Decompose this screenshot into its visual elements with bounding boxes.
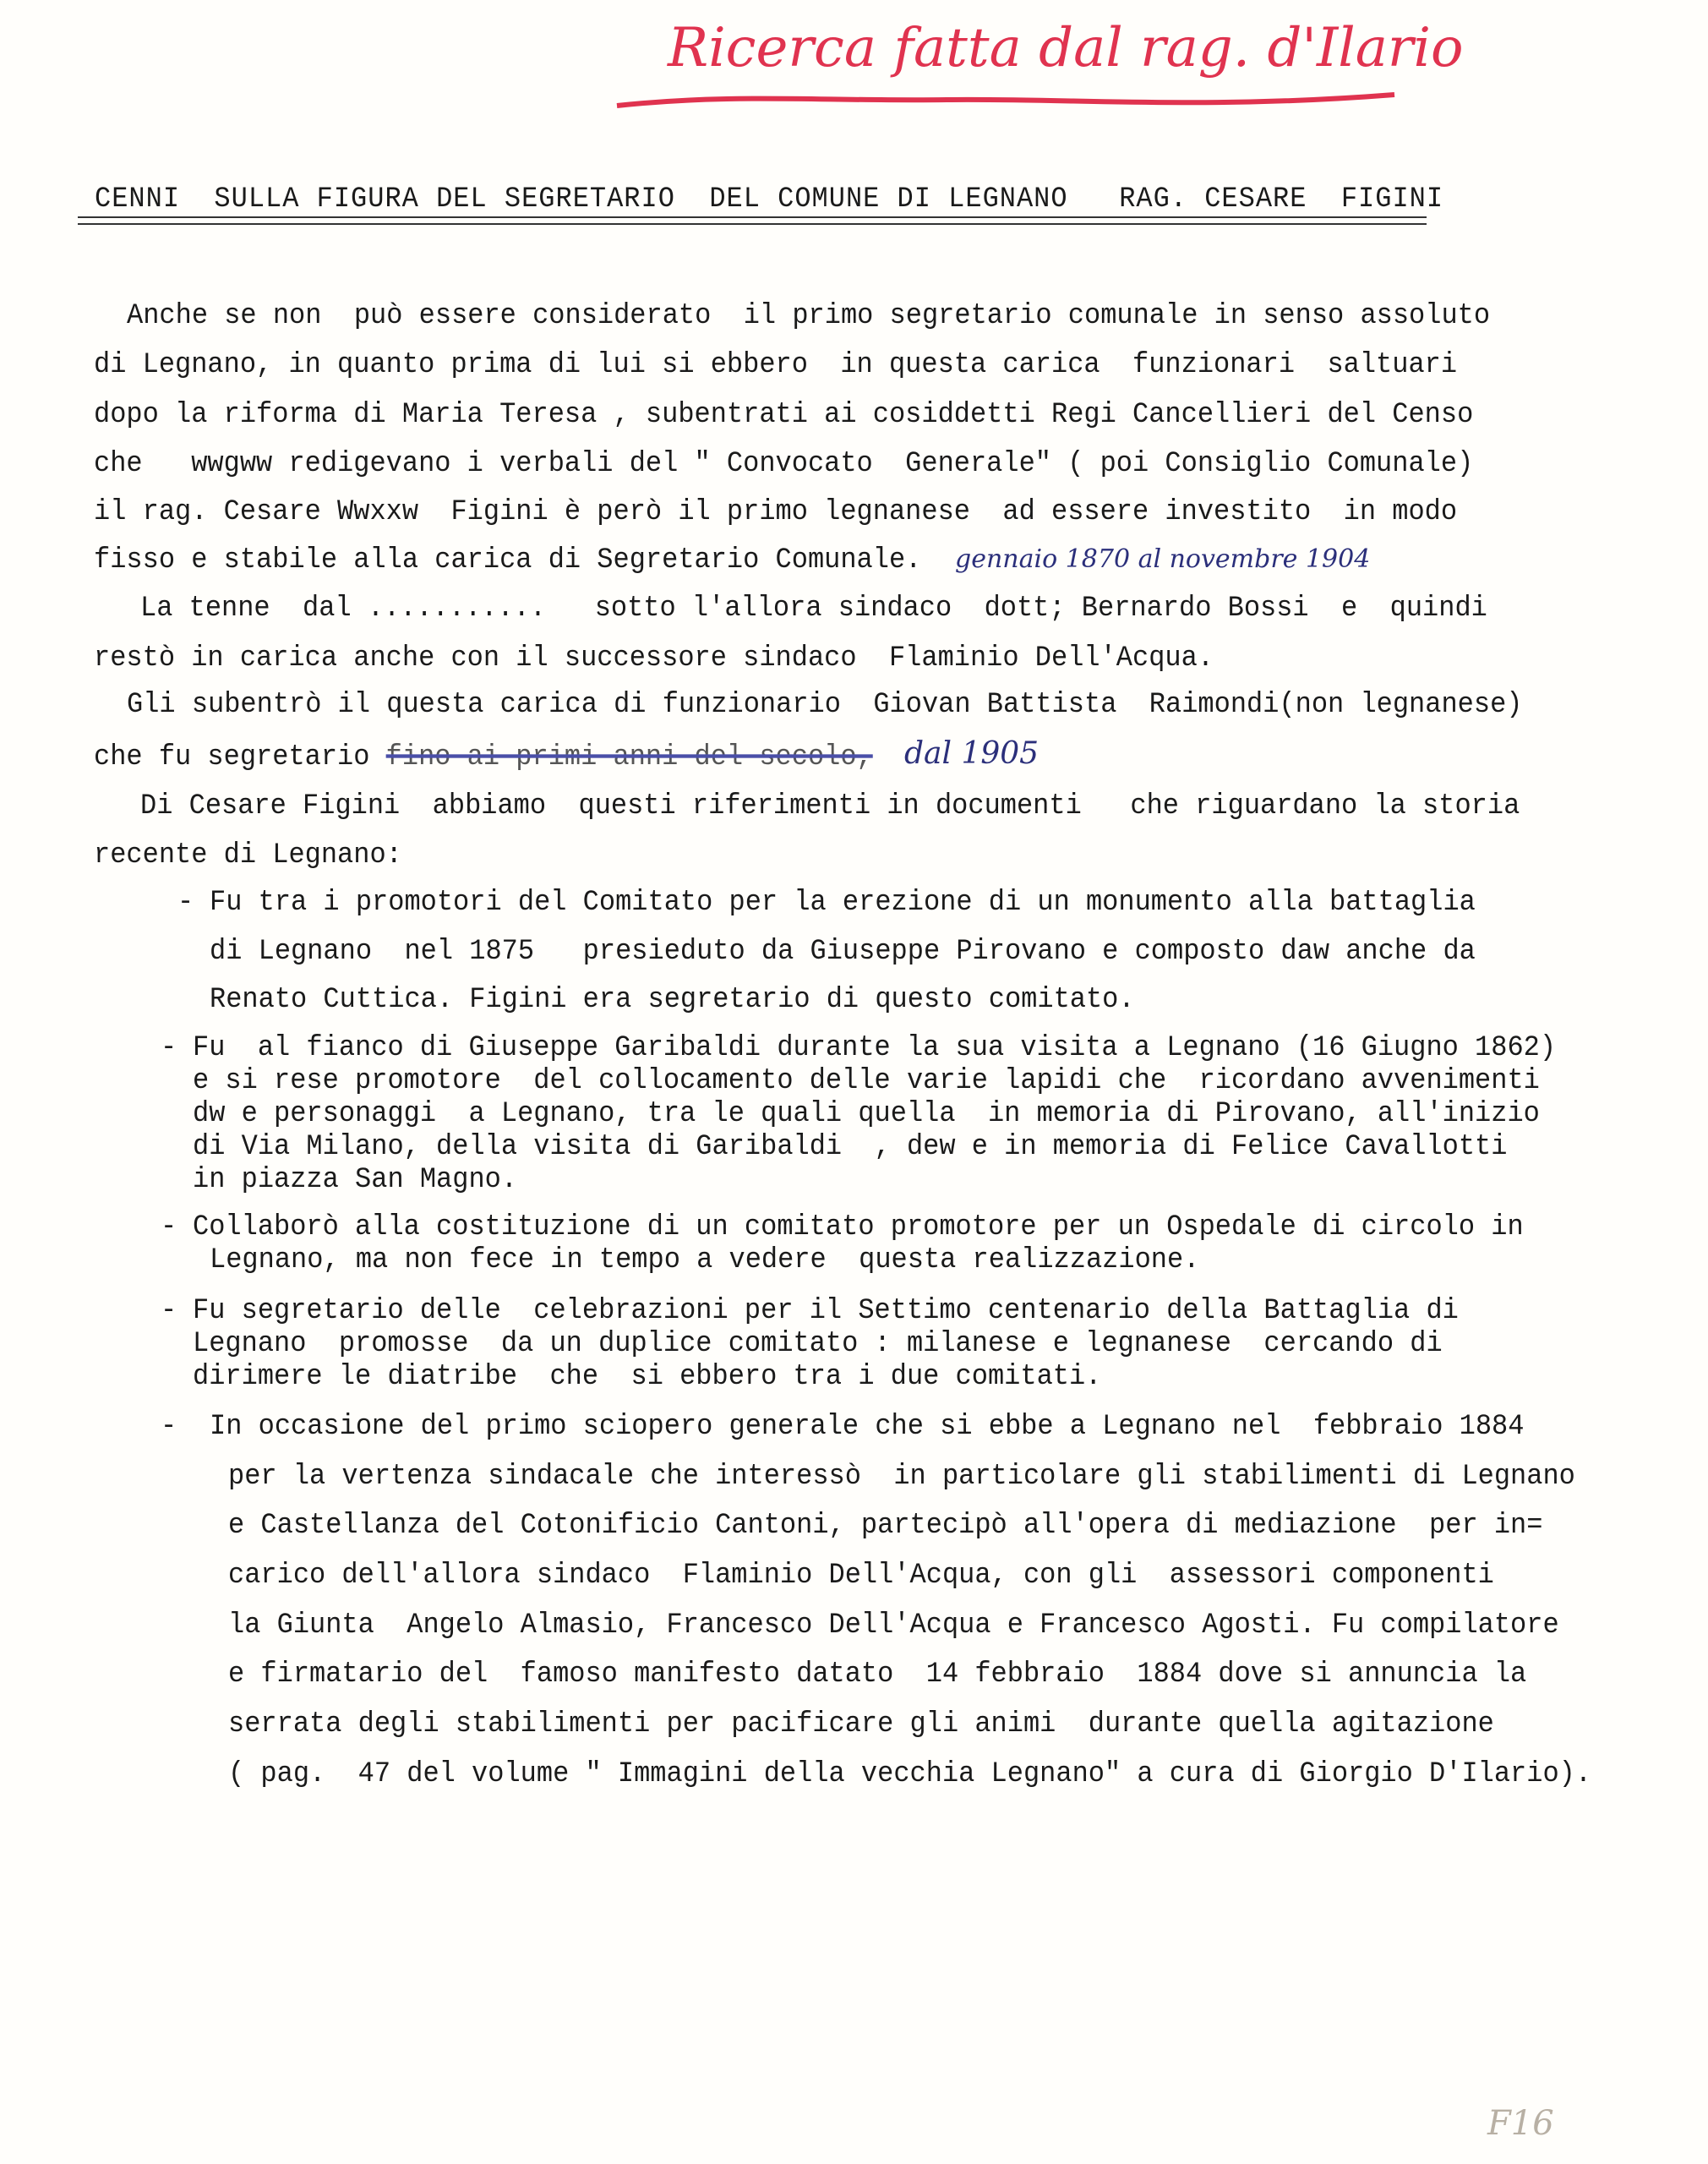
bullet-line: Fu al fianco di Giuseppe Garibaldi durante la sua visita a Legnano (16 Giugno 1862) bbox=[193, 1030, 1557, 1065]
paragraph-line: recente di Legnano: bbox=[94, 838, 402, 872]
bullet-marker: - bbox=[161, 1293, 177, 1328]
paragraph-line bbox=[94, 739, 873, 775]
bullet-line: Fu segretario delle celebrazioni per il Settimo centenario della Battaglia di bbox=[193, 1293, 1459, 1328]
handwritten-correction: dal 1905 bbox=[904, 736, 1040, 771]
paragraph-line: dopo la riforma di Maria Teresa , subentrati ai cosiddetti Regi Cancellieri del Censo bbox=[94, 397, 1474, 432]
bullet-line: la Giunta Angelo Almasio, Francesco Dell'Acqua e Francesco Agosti. Fu compilatore bbox=[228, 1608, 1559, 1642]
red-wavy-underline bbox=[608, 85, 1403, 118]
bullet-line: dw e personaggi a Legnano, tra le quali quella in memoria di Pirovano, all'inizio bbox=[193, 1096, 1540, 1131]
bullet-line: Fu tra i promotori del Comitato per la erezione di un monumento alla battaglia bbox=[210, 885, 1476, 920]
handwritten-header-annotation: Ricerca fatta dal rag. d'Ilario bbox=[668, 17, 1464, 79]
bullet-line: e Castellanza del Cotonificio Cantoni, partecipò all'opera di mediazione per in= bbox=[228, 1508, 1543, 1543]
bullet-marker: - bbox=[161, 1030, 177, 1065]
bullet-line: dirimere le diatribe che si ebbero tra i due comitati. bbox=[193, 1359, 1102, 1394]
paragraph-line: restò in carica anche con il successore sindaco Flaminio Dell'Acqua. bbox=[94, 641, 1214, 675]
bullet-line: ( pag. 47 del volume " Immagini della vecchia Legnano" a cura di Giorgio D'Ilario). bbox=[228, 1757, 1592, 1791]
bullet-line: Renato Cuttica. Figini era segretario di questo comitato. bbox=[210, 982, 1135, 1017]
struck-text: fino ai primi anni del secolo, bbox=[385, 740, 873, 774]
bullet-line: carico dell'allora sindaco Flaminio Dell'Acqua, con gli assessori componenti bbox=[228, 1558, 1494, 1593]
bullet-marker: - bbox=[161, 1409, 177, 1444]
bullet-line: serrata degli stabilimenti per pacificare gli animi durante quella agitazione bbox=[228, 1707, 1494, 1741]
bullet-line: di Via Milano, della visita di Garibaldi , dew e in memoria di Felice Cavallotti bbox=[193, 1129, 1508, 1164]
paragraph-line: Di Cesare Figini abbiamo questi riferimenti in documenti che riguardano la storia bbox=[140, 789, 1520, 823]
paragraph-line: fisso e stabile alla carica di Segretario Comunale. bbox=[94, 543, 922, 577]
bullet-line: Legnano promosse da un duplice comitato : milanese e legnanese cercando di bbox=[193, 1326, 1443, 1361]
bullet-line: di Legnano nel 1875 presieduto da Giuseppe Pirovano e composto daw anche da bbox=[210, 934, 1476, 969]
title-double-underline bbox=[78, 216, 1427, 225]
bullet-line: Collaborò alla costituzione di un comitato promotore per un Ospedale di circolo in bbox=[193, 1210, 1524, 1244]
paragraph-line: Anche se non può essere considerato il primo segretario comunale in senso assoluto bbox=[127, 298, 1491, 333]
bullet-line: Legnano, ma non fece in tempo a vedere questa realizzazione. bbox=[210, 1243, 1200, 1277]
paragraph-line: La tenne dal ........... sotto l'allora sindaco dott; Bernardo Bossi e quindi bbox=[140, 591, 1487, 626]
paragraph-line: il rag. Cesare Wwxxw Figini è però il primo legnanese ad essere investito in modo bbox=[94, 495, 1458, 529]
bullet-line: per la vertenza sindacale che interessò in particolare gli stabilimenti di Legnano bbox=[228, 1459, 1575, 1494]
bullet-marker: - bbox=[161, 1210, 177, 1244]
line-text: che fu segretario bbox=[94, 740, 386, 774]
paragraph-line: Gli subentrò il questa carica di funzionario Giovan Battista Raimondi(non legnanese) bbox=[127, 687, 1523, 722]
document-title: CENNI SULLA FIGURA DEL SEGRETARIO DEL COMUNE DI LEGNANO RAG. CESARE FIGINI bbox=[95, 182, 1444, 216]
bullet-line: e si rese promotore del collocamento delle varie lapidi che ricordano avvenimenti bbox=[193, 1063, 1540, 1098]
bullet-line: e firmatario del famoso manifesto datato 14 febbraio 1884 dove si annuncia la bbox=[228, 1657, 1527, 1691]
bullet-line: in piazza San Magno. bbox=[193, 1162, 518, 1197]
handwritten-dates: gennaio 1870 al novembre 1904 bbox=[955, 544, 1371, 574]
bullet-line: In occasione del primo sciopero generale che si ebbe a Legnano nel febbraio 1884 bbox=[210, 1409, 1525, 1444]
paragraph-line: che wwgww redigevano i verbali del " Convocato Generale" ( poi Consiglio Comunale) bbox=[94, 446, 1474, 481]
paragraph-line: di Legnano, in quanto prima di lui si ebbero in questa carica funzionari saltuari bbox=[94, 347, 1458, 382]
page-mark: F16 bbox=[1487, 2104, 1554, 2143]
bullet-marker: - bbox=[177, 885, 194, 920]
